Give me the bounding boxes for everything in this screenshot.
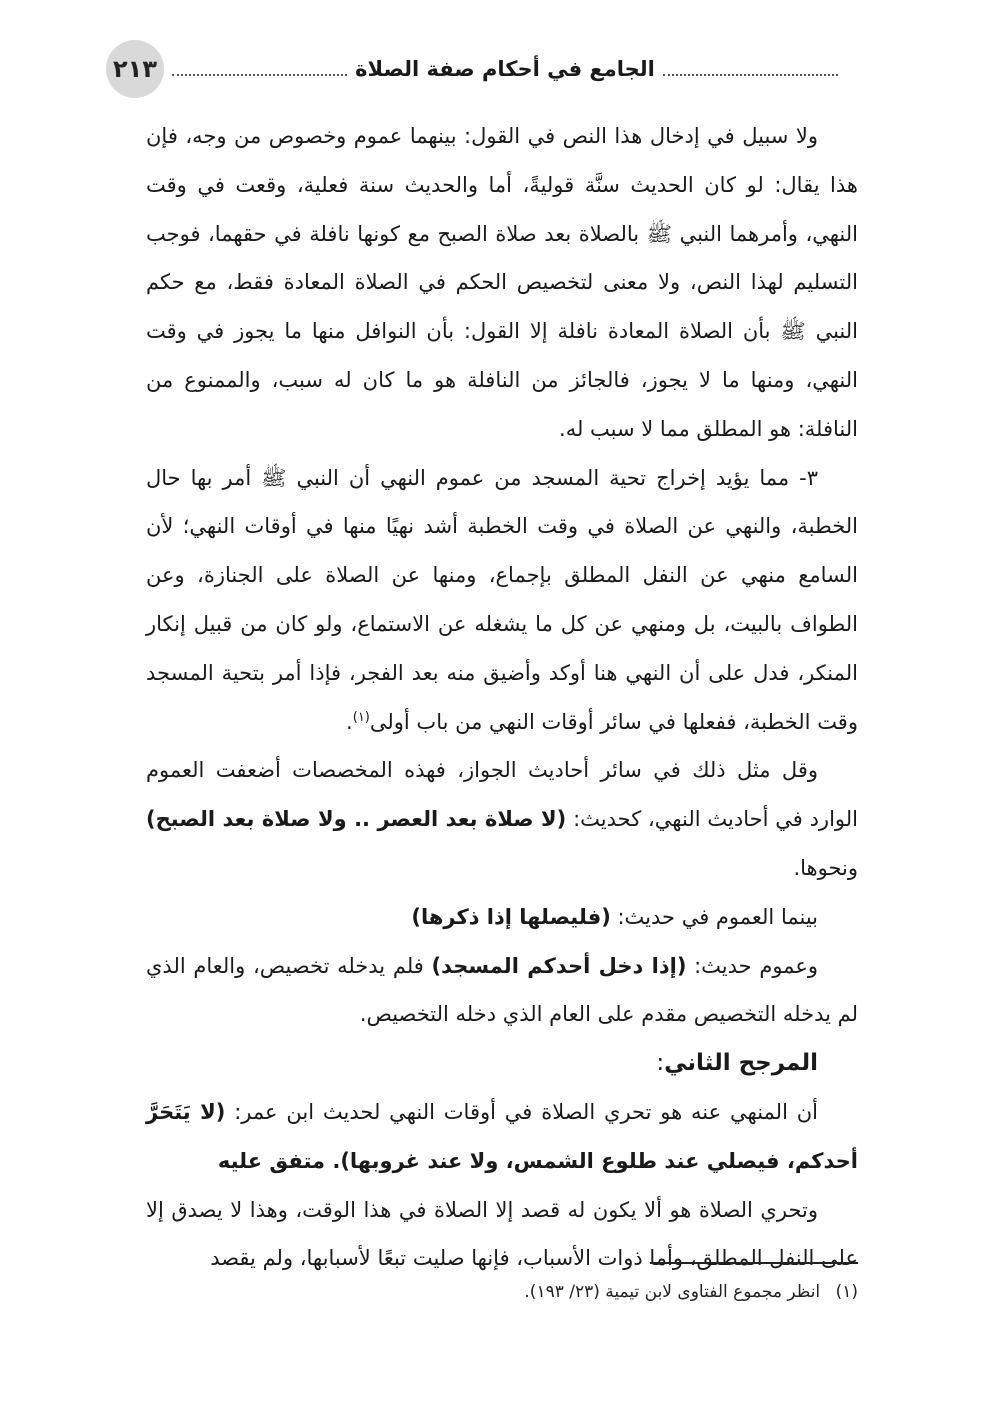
paragraph-5-tail: فلم يدخله تخصيص، والعام الذي لم يدخله التخصيص مقدم على العام الذي دخله التخصيص. <box>146 953 858 1027</box>
paragraph-5-text: وعموم حديث: <box>686 953 818 978</box>
section-heading-colon: : <box>656 1050 665 1077</box>
section-heading-text: المرجح الثاني <box>664 1050 818 1077</box>
paragraph-7: وتحري الصلاة هو ألا يكون له قصد إلا الصلاة في هذا الوقت، وهذا لا يصدق إلا على النفل المطلق، وأما ذوات الأسباب، فإنها صليت تبعًا لأسبابها، ولم يقصد <box>146 1197 858 1271</box>
footnote-reference: (١) <box>352 709 370 725</box>
main-text <box>146 112 858 1283</box>
hadith-quote: (لا صلاة بعد العصر .. ولا صلاة بعد الصبح) <box>146 807 567 832</box>
hadith-quote: (لا يَتَحَرَّ أحدكم، فيصلي عند طلوع الشمس، ولا عند غروبها). متفق عليه <box>146 1099 858 1173</box>
paragraph-4 <box>146 893 858 942</box>
section-heading <box>146 1039 858 1088</box>
footnote <box>146 1277 858 1307</box>
footnote-text: انظر مجموع الفتاوى لابن تيمية (٢٣/ ١٩٣). <box>524 1282 821 1302</box>
hadith-quote: (إذا دخل أحدكم المسجد) <box>431 953 687 978</box>
paragraph-2-text: ٣- مما يؤيد إخراج تحية المسجد من عموم النهي أن النبي ﷺ أمر بها حال الخطبة، والنهي عن الصلاة في وقت الخطبة أشد نهيًا منها في أوقات النهي؛ لأن السامع منهي عن النفل المطلق بإجماع، ومنها عن الصلاة على الجنازة، وعن الطواف بالبيت، بل ومنهي عن كل ما يشغله عن الاستماع، ولو كان من قبيل إنكار المنكر، فدل على أن النهي هنا أوكد وأضيق منه بعد الفجر، فإذا أمر بتحية المسجد وقت الخطبة، ففعلها في سائر أوقات النهي من باب أولى <box>146 465 858 734</box>
paragraph-6 <box>146 1088 858 1186</box>
footnote-divider <box>650 1262 858 1264</box>
paragraph-4-text: بينما العموم في حديث: <box>610 904 818 929</box>
page-number-badge: ٢١٣ <box>106 40 164 98</box>
paragraph-2-end: . <box>346 709 353 734</box>
paragraph-3 <box>146 746 858 892</box>
paragraph-3-text: وقل مثل ذلك في سائر أحاديث الجواز، فهذه المخصصات أضعفت العموم الوارد في أحاديث النهي، كحديث: <box>146 758 858 832</box>
footnote-number: (١) <box>835 1282 858 1302</box>
running-title: الجامع في أحكام صفة الصلاة <box>355 57 655 81</box>
paragraph-5 <box>146 942 858 1040</box>
paragraph-3-tail: ونحوها. <box>793 855 858 880</box>
page-header <box>106 40 846 98</box>
header-dotted-leader <box>172 74 347 76</box>
paragraph-2 <box>146 454 858 747</box>
paragraph-6-text: أن المنهي عنه هو تحري الصلاة في أوقات النهي لحديث ابن عمر: <box>225 1099 819 1124</box>
hadith-quote: (فليصلها إذا ذكرها) <box>411 904 611 929</box>
header-dotted-leader-right <box>663 74 838 76</box>
paragraph-1: ولا سبيل في إدخال هذا النص في القول: بينهما عموم وخصوص من وجه، فإن هذا يقال: لو كان الحديث سنَّة قوليةً، أما والحديث سنة فعلية، وقعت في وقت النهي، وأمرهما النبي ﷺ بالصلاة بعد صلاة الصبح مع كونها نافلة في حقهما، فوجب التسليم لهذا النص، ولا معنى لتخصيص الحكم في الصلاة المعادة فقط، مع حكم النبي ﷺ بأن الصلاة المعادة نافلة إلا القول: بأن النوافل منها ما يجوز في وقت النهي، ومنها ما لا يجوز، فالجائز من النافلة هو ما كان له سبب، والممنوع من النافلة: هو المطلق مما لا سبب له. <box>146 124 858 441</box>
